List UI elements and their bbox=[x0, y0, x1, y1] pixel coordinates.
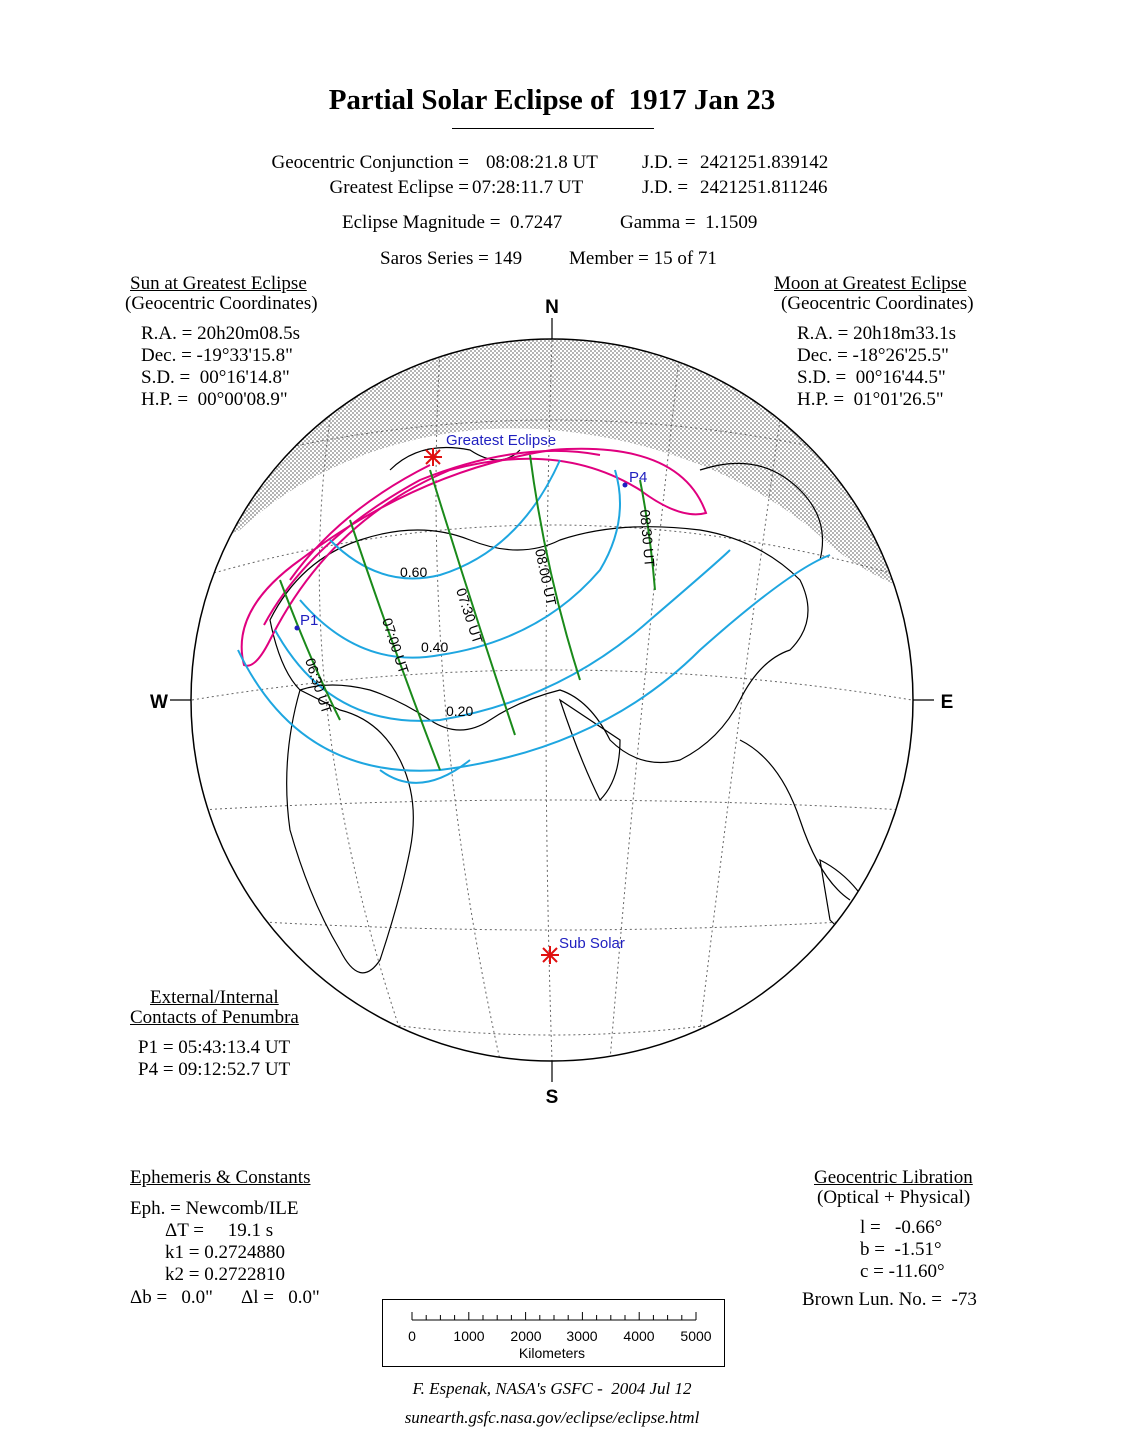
p4-label: P4 bbox=[629, 469, 648, 486]
ephemeris-eph: Eph. = Newcomb/ILE bbox=[130, 1198, 299, 1219]
saros-series: Saros Series = 149 bbox=[380, 248, 523, 269]
ephemeris-k1: k1 = 0.2724880 bbox=[165, 1242, 285, 1263]
moon-heading: Moon at Greatest Eclipse bbox=[774, 273, 967, 294]
compass-west: W bbox=[150, 692, 168, 713]
greatest-eclipse-label: Greatest Eclipse = bbox=[329, 177, 469, 198]
ephemeris-heading: Ephemeris & Constants bbox=[130, 1167, 311, 1188]
p1-label: P1 bbox=[300, 612, 319, 629]
moon-ra: R.A. = 20h18m33.1s bbox=[797, 323, 957, 344]
moon-hp: H.P. = 01°01'26.5" bbox=[797, 389, 944, 410]
greatest-eclipse-jd: 2421251.811246 bbox=[700, 177, 828, 198]
brown-lunation: Brown Lun. No. = -73 bbox=[802, 1289, 977, 1310]
ephemeris-delta-l: Δl = 0.0" bbox=[241, 1287, 320, 1308]
scale-tick-label: 1000 bbox=[453, 1328, 485, 1344]
magnitude-label-060: 0.60 bbox=[400, 564, 428, 580]
ephemeris-delta-t: ΔT = 19.1 s bbox=[165, 1220, 274, 1241]
page-title: Partial Solar Eclipse of 1917 Jan 23 bbox=[328, 84, 776, 116]
scale-bar bbox=[382, 1299, 725, 1367]
sub-solar-marker bbox=[541, 946, 559, 964]
p4-point bbox=[623, 483, 628, 488]
p1-point bbox=[295, 626, 300, 631]
sun-ra: R.A. = 20h20m08.5s bbox=[141, 323, 301, 344]
contacts-heading-2: Contacts of Penumbra bbox=[130, 1007, 299, 1028]
contacts-heading-1: External/Internal bbox=[150, 987, 279, 1008]
magnitude-curves bbox=[238, 460, 830, 783]
sun-heading: Sun at Greatest Eclipse bbox=[130, 273, 307, 294]
magnitude-label-020: 0.20 bbox=[446, 703, 474, 719]
conjunction-time: 08:08:21.8 UT bbox=[486, 152, 598, 173]
scale-tick-label: 0 bbox=[408, 1328, 416, 1344]
ephemeris-k2: k2 = 0.2722810 bbox=[165, 1264, 285, 1285]
credit: F. Espenak, NASA's GSFC - 2004 Jul 12 bbox=[412, 1379, 692, 1398]
source-url: sunearth.gsfc.nasa.gov/eclipse/eclipse.html bbox=[404, 1408, 700, 1427]
scale-tick-label: 4000 bbox=[623, 1328, 655, 1344]
scale-tick-label: 2000 bbox=[510, 1328, 542, 1344]
sun-sd: S.D. = 00°16'14.8" bbox=[141, 367, 290, 388]
moon-dec: Dec. = -18°26'25.5" bbox=[797, 345, 949, 366]
libration-subheading: (Optical + Physical) bbox=[817, 1187, 971, 1208]
moon-sd: S.D. = 00°16'44.5" bbox=[797, 367, 946, 388]
compass-south: S bbox=[545, 1087, 559, 1108]
ephemeris-delta-b: Δb = 0.0" bbox=[130, 1287, 213, 1308]
time-label-0830: 08:30 UT bbox=[637, 508, 658, 568]
time-label-0700: 07:00 UT bbox=[379, 615, 413, 676]
libration-l: l = -0.66° bbox=[860, 1217, 943, 1238]
libration-heading: Geocentric Libration bbox=[814, 1167, 973, 1188]
compass-north: N bbox=[545, 297, 559, 318]
greatest-eclipse-jd-label: J.D. = bbox=[642, 177, 689, 198]
greatest-eclipse-time: 07:28:11.7 UT bbox=[472, 177, 584, 198]
contact-p1: P1 = 05:43:13.4 UT bbox=[138, 1037, 291, 1058]
conjunction-label: Geocentric Conjunction = bbox=[271, 152, 469, 173]
scale-tick-label: 3000 bbox=[566, 1328, 598, 1344]
time-label-0630: 06:30 UT bbox=[302, 655, 336, 716]
sun-subheading: (Geocentric Coordinates) bbox=[125, 293, 318, 314]
conjunction-jd: 2421251.839142 bbox=[700, 152, 829, 173]
scale-tick-label: 5000 bbox=[680, 1328, 712, 1344]
eclipse-magnitude: Eclipse Magnitude = 0.7247 bbox=[342, 212, 563, 233]
sun-dec: Dec. = -19°33'15.8" bbox=[141, 345, 293, 366]
moon-subheading: (Geocentric Coordinates) bbox=[781, 293, 974, 314]
conjunction-jd-label: J.D. = bbox=[642, 152, 689, 173]
sub-solar-label: Sub Solar bbox=[559, 935, 625, 952]
greatest-eclipse-marker bbox=[424, 448, 442, 466]
magnitude-label-040: 0.40 bbox=[421, 639, 449, 655]
contact-p4: P4 = 09:12:52.7 UT bbox=[138, 1059, 291, 1080]
gamma: Gamma = 1.1509 bbox=[620, 212, 758, 233]
time-label-0730: 07:30 UT bbox=[453, 585, 487, 646]
greatest-eclipse-label: Greatest Eclipse bbox=[446, 432, 557, 449]
time-label-0800: 08:00 UT bbox=[532, 547, 560, 607]
compass-east: E bbox=[940, 692, 954, 713]
sun-hp: H.P. = 00°00'08.9" bbox=[141, 389, 288, 410]
libration-c: c = -11.60° bbox=[860, 1261, 945, 1282]
saros-member: Member = 15 of 71 bbox=[569, 248, 717, 269]
scale-unit: Kilometers bbox=[518, 1345, 586, 1361]
libration-b: b = -1.51° bbox=[860, 1239, 942, 1260]
